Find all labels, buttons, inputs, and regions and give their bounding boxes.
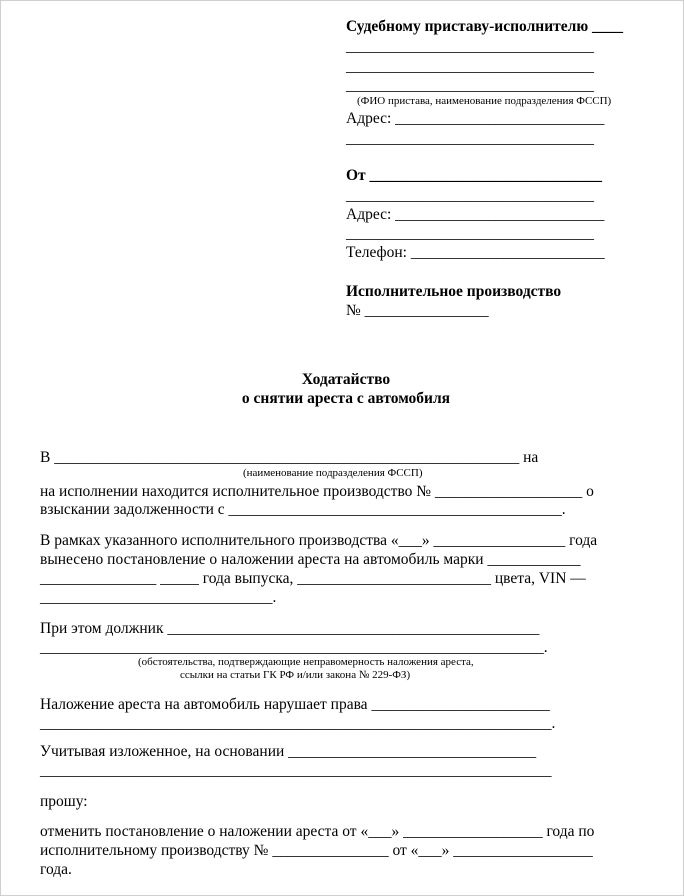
addressee-blank-3: ________________________________	[346, 77, 594, 94]
doc-title: Ходатайство	[301, 371, 391, 388]
p5-line1: Учитывая изложенное, на основании ________________________________	[40, 743, 537, 760]
p2-line2: вынесено постановление о наложении ареста на автомобиль марки ____________	[40, 551, 581, 568]
p1-line1: В ____________________________________________________________ на	[40, 449, 539, 466]
p7-line3: года.	[40, 861, 72, 878]
p2-line1: В рамках указанного исполнительного производства «___» _________________ года	[40, 532, 598, 549]
addressee-blank-1: ________________________________	[346, 38, 594, 55]
enforcement-number: № ________________	[346, 302, 489, 319]
from-line: От ______________________________	[346, 167, 603, 184]
enforcement-title: Исполнительное производство	[346, 283, 562, 300]
p2-line3: _______________ _____ года выпуска, _________________________ цвета, VIN —	[40, 570, 586, 587]
p7-line2: исполнительному производству № _______________ от «___» __________________	[40, 842, 593, 859]
p4-line2: __________________________________________________________________.	[40, 715, 556, 732]
addressee-line: Судебному приставу-исполнителю ____	[346, 18, 624, 35]
p1-line3: взыскании задолженности с ___________________________________________.	[40, 501, 566, 518]
p7-line1: отменить постановление о наложении ареста от «___» __________________ года по	[40, 823, 595, 840]
p5-line2: __________________________________________________________________	[40, 762, 552, 779]
addressee-address: Адрес: ___________________________	[346, 110, 605, 127]
addressee-blank-2: ________________________________	[346, 58, 594, 75]
p6-request: прошу:	[40, 793, 88, 810]
from-address-blank: ________________________________	[346, 225, 594, 242]
addressee-address-blank: ________________________________	[346, 130, 594, 147]
p1-line2: на исполнении находится исполнительное производство № ___________________ о	[40, 483, 594, 500]
p2-line4: ______________________________.	[40, 589, 277, 606]
p4-line1: Наложение ареста на автомобиль нарушает права _______________________	[40, 696, 550, 713]
p1-note: (наименование подразделения ФССП)	[243, 467, 423, 479]
p3-note2: ссылки на статьи ГК РФ и/или закона № 229-ФЗ)	[180, 669, 411, 681]
from-address: Адрес: ___________________________	[346, 206, 605, 223]
p3-note1: (обстоятельства, подтверждающие неправомерность наложения ареста,	[138, 656, 474, 668]
p3-line2: _________________________________________________________________.	[40, 639, 548, 656]
p3-line1: При этом должник ________________________________________________	[40, 620, 540, 637]
addressee-note: (ФИО пристава, наименование подразделения ФССП)	[357, 95, 612, 107]
from-blank: ________________________________	[346, 187, 594, 204]
doc-subtitle: о снятии ареста с автомобиля	[241, 390, 451, 407]
from-phone: Телефон: _________________________	[346, 244, 605, 261]
